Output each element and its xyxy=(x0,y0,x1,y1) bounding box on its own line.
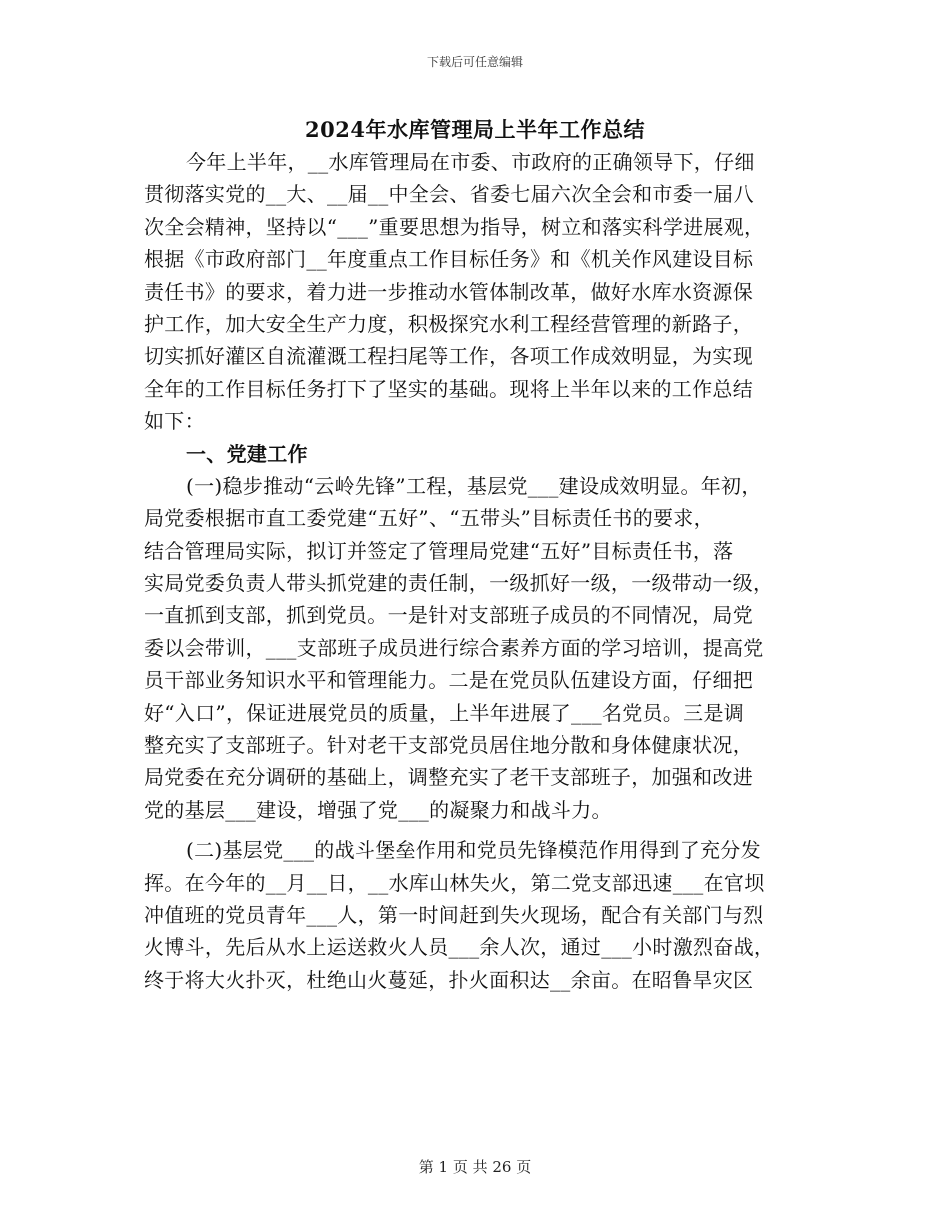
paragraph-line: 党的基层___建设，增强了党___的凝聚力和战斗力。 xyxy=(144,797,612,822)
paragraph-line: (一)稳步推动“云岭先锋”工程，基层党___建设成效明显。年初， xyxy=(186,473,762,498)
paragraph-line: 一直抓到支部，抓到党员。一是针对支部班子成员的不同情况，局党 xyxy=(144,603,753,628)
paragraph-line: 终于将大火扑灭，杜绝山火蔓延，扑火面积达__余亩。在昭鲁旱灾区 xyxy=(144,967,754,992)
paragraph-gap xyxy=(144,826,824,834)
header-note: 下载后可任意编辑 xyxy=(426,55,523,69)
paragraph-line: 冲值班的党员青年___人，第一时间赶到失火现场，配合有关部门与烈 xyxy=(144,902,764,927)
paragraph-line: 今年上半年，__水库管理局在市委、市政府的正确领导下，仔细 xyxy=(186,150,755,174)
paragraph-line: 整充实了支部班子。针对老干支部党员居住地分散和身体健康状况， xyxy=(144,733,753,758)
document-body xyxy=(144,146,824,996)
paragraph-line: 如下： xyxy=(144,409,205,434)
document-title: 2024年水库管理局上半年工作总结 xyxy=(305,117,645,142)
paragraph-line: 实局党委负责人带头抓党建的责任制，一级抓好一级，一级带动一级， xyxy=(144,571,774,596)
paragraph-line: 局党委在充分调研的基础上，调整充实了老干支部班子，加强和改进 xyxy=(144,765,753,790)
paragraph-line: 员干部业务知识水平和管理能力。二是在党员队伍建设方面，仔细把 xyxy=(144,668,753,693)
paragraph-line: 火博斗，先后从水上运送救火人员___余人次，通过___小时激烈奋战， xyxy=(144,935,775,960)
paragraph-line: 护工作，加大安全生产力度，积极探究水利工程经营管理的新路子， xyxy=(144,311,753,336)
page-number: 第 1 页 共 26 页 xyxy=(418,1158,532,1176)
paragraph-line: 根据《市政府部门__年度重点工作目标任务》和《机关作风建设目标 xyxy=(144,247,754,272)
paragraph-line: 次全会精神，坚持以“___”重要思想为指导，树立和落实科学进展观， xyxy=(144,214,765,239)
paragraph-line: 贯彻落实党的__大、__届__中全会、省委七届六次全会和市委一届八 xyxy=(144,182,754,207)
paragraph-line: 委以会带训，___支部班子成员进行综合素养方面的学习培训，提高党 xyxy=(144,635,764,660)
paragraph-line: 全年的工作目标任务打下了坚实的基础。现将上半年以来的工作总结 xyxy=(144,376,753,401)
paragraph-line: 好“入口”，保证进展党员的质量，上半年进展了___名党员。三是调 xyxy=(144,700,745,725)
section-heading: 一、党建工作 xyxy=(186,441,308,466)
paragraph-line: 挥。在今年的__月__日，__水库山林失火，第二党支部迅速___在官坝 xyxy=(144,870,765,895)
paragraph-line: 责任书》的要求，着力进一步推动水管体制改革，做好水库水资源保 xyxy=(144,279,753,304)
paragraph-line: (二)基层党___的战斗堡垒作用和党员先锋模范作用得到了充分发 xyxy=(186,838,761,863)
paragraph-line: 局党委根据市直工委党建“五好”、“五带头”目标责任书的要求， xyxy=(144,506,714,531)
paragraph-line: 结合管理局实际，拟订并签定了管理局党建“五好”目标责任书，落 xyxy=(144,538,734,563)
paragraph-line: 切实抓好灌区自流灌溉工程扫尾等工作，各项工作成效明显，为实现 xyxy=(144,344,753,369)
